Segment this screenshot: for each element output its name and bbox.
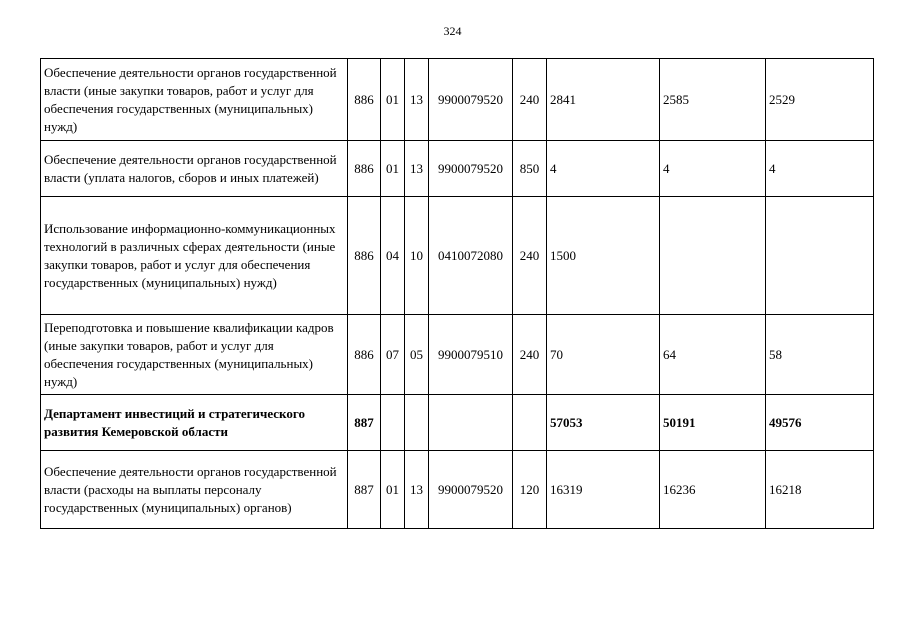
podrazdel-cell: 13 xyxy=(405,59,429,141)
expense-type-cell: 240 xyxy=(513,197,547,315)
amount-year-3-cell: 49576 xyxy=(766,395,874,451)
amount-year-2-cell: 50191 xyxy=(660,395,766,451)
expense-type-cell xyxy=(513,395,547,451)
ved-cell: 886 xyxy=(348,197,381,315)
target-article-cell: 0410072080 xyxy=(429,197,513,315)
budget-table xyxy=(40,58,874,529)
row-name-cell: Использование информационно-коммуникационных технологий в различных сферах деятельности (иные закупки товаров, работ и услуг для обеспечения государственных (муниципальных) нужд) xyxy=(41,197,348,315)
table-row xyxy=(41,59,874,141)
razdel-cell: 04 xyxy=(381,197,405,315)
expense-type-cell: 850 xyxy=(513,141,547,197)
razdel-cell: 07 xyxy=(381,315,405,395)
ved-cell: 887 xyxy=(348,451,381,529)
ved-cell: 887 xyxy=(348,395,381,451)
amount-year-2-cell: 4 xyxy=(660,141,766,197)
podrazdel-cell: 13 xyxy=(405,451,429,529)
razdel-cell: 01 xyxy=(381,141,405,197)
razdel-cell: 01 xyxy=(381,59,405,141)
ved-cell: 886 xyxy=(348,59,381,141)
ved-cell: 886 xyxy=(348,141,381,197)
podrazdel-cell: 05 xyxy=(405,315,429,395)
amount-year-3-cell: 2529 xyxy=(766,59,874,141)
amount-year-1-cell: 70 xyxy=(547,315,660,395)
podrazdel-cell xyxy=(405,395,429,451)
razdel-cell xyxy=(381,395,405,451)
target-article-cell: 9900079510 xyxy=(429,315,513,395)
row-name-cell: Обеспечение деятельности органов государственной власти (расходы на выплаты персоналу государственных (муниципальных) органов) xyxy=(41,451,348,529)
amount-year-2-cell xyxy=(660,197,766,315)
table-row xyxy=(41,395,874,451)
expense-type-cell: 240 xyxy=(513,315,547,395)
amount-year-2-cell: 16236 xyxy=(660,451,766,529)
target-article-cell: 9900079520 xyxy=(429,59,513,141)
podrazdel-cell: 10 xyxy=(405,197,429,315)
amount-year-3-cell: 16218 xyxy=(766,451,874,529)
amount-year-3-cell xyxy=(766,197,874,315)
amount-year-1-cell: 4 xyxy=(547,141,660,197)
podrazdel-cell: 13 xyxy=(405,141,429,197)
amount-year-3-cell: 4 xyxy=(766,141,874,197)
ved-cell: 886 xyxy=(348,315,381,395)
page-number: 324 xyxy=(443,24,462,38)
amount-year-2-cell: 2585 xyxy=(660,59,766,141)
razdel-cell: 01 xyxy=(381,451,405,529)
amount-year-1-cell: 16319 xyxy=(547,451,660,529)
amount-year-1-cell: 2841 xyxy=(547,59,660,141)
table-row xyxy=(41,315,874,395)
expense-type-cell: 120 xyxy=(513,451,547,529)
target-article-cell: 9900079520 xyxy=(429,451,513,529)
target-article-cell xyxy=(429,395,513,451)
row-name-cell: Обеспечение деятельности органов государственной власти (иные закупки товаров, работ и услуг для обеспечения государственных (муниципальных) нужд) xyxy=(41,59,348,141)
row-name-cell: Департамент инвестиций и стратегического развития Кемеровской области xyxy=(41,395,348,451)
amount-year-1-cell: 1500 xyxy=(547,197,660,315)
row-name-cell: Обеспечение деятельности органов государственной власти (уплата налогов, сборов и иных платежей) xyxy=(41,141,348,197)
amount-year-1-cell: 57053 xyxy=(547,395,660,451)
expense-type-cell: 240 xyxy=(513,59,547,141)
amount-year-3-cell: 58 xyxy=(766,315,874,395)
target-article-cell: 9900079520 xyxy=(429,141,513,197)
table-row xyxy=(41,141,874,197)
amount-year-2-cell: 64 xyxy=(660,315,766,395)
table-row xyxy=(41,197,874,315)
row-name-cell: Переподготовка и повышение квалификации кадров (иные закупки товаров, работ и услуг для обеспечения государственных (муниципальных) нужд) xyxy=(41,315,348,395)
table-row xyxy=(41,451,874,529)
